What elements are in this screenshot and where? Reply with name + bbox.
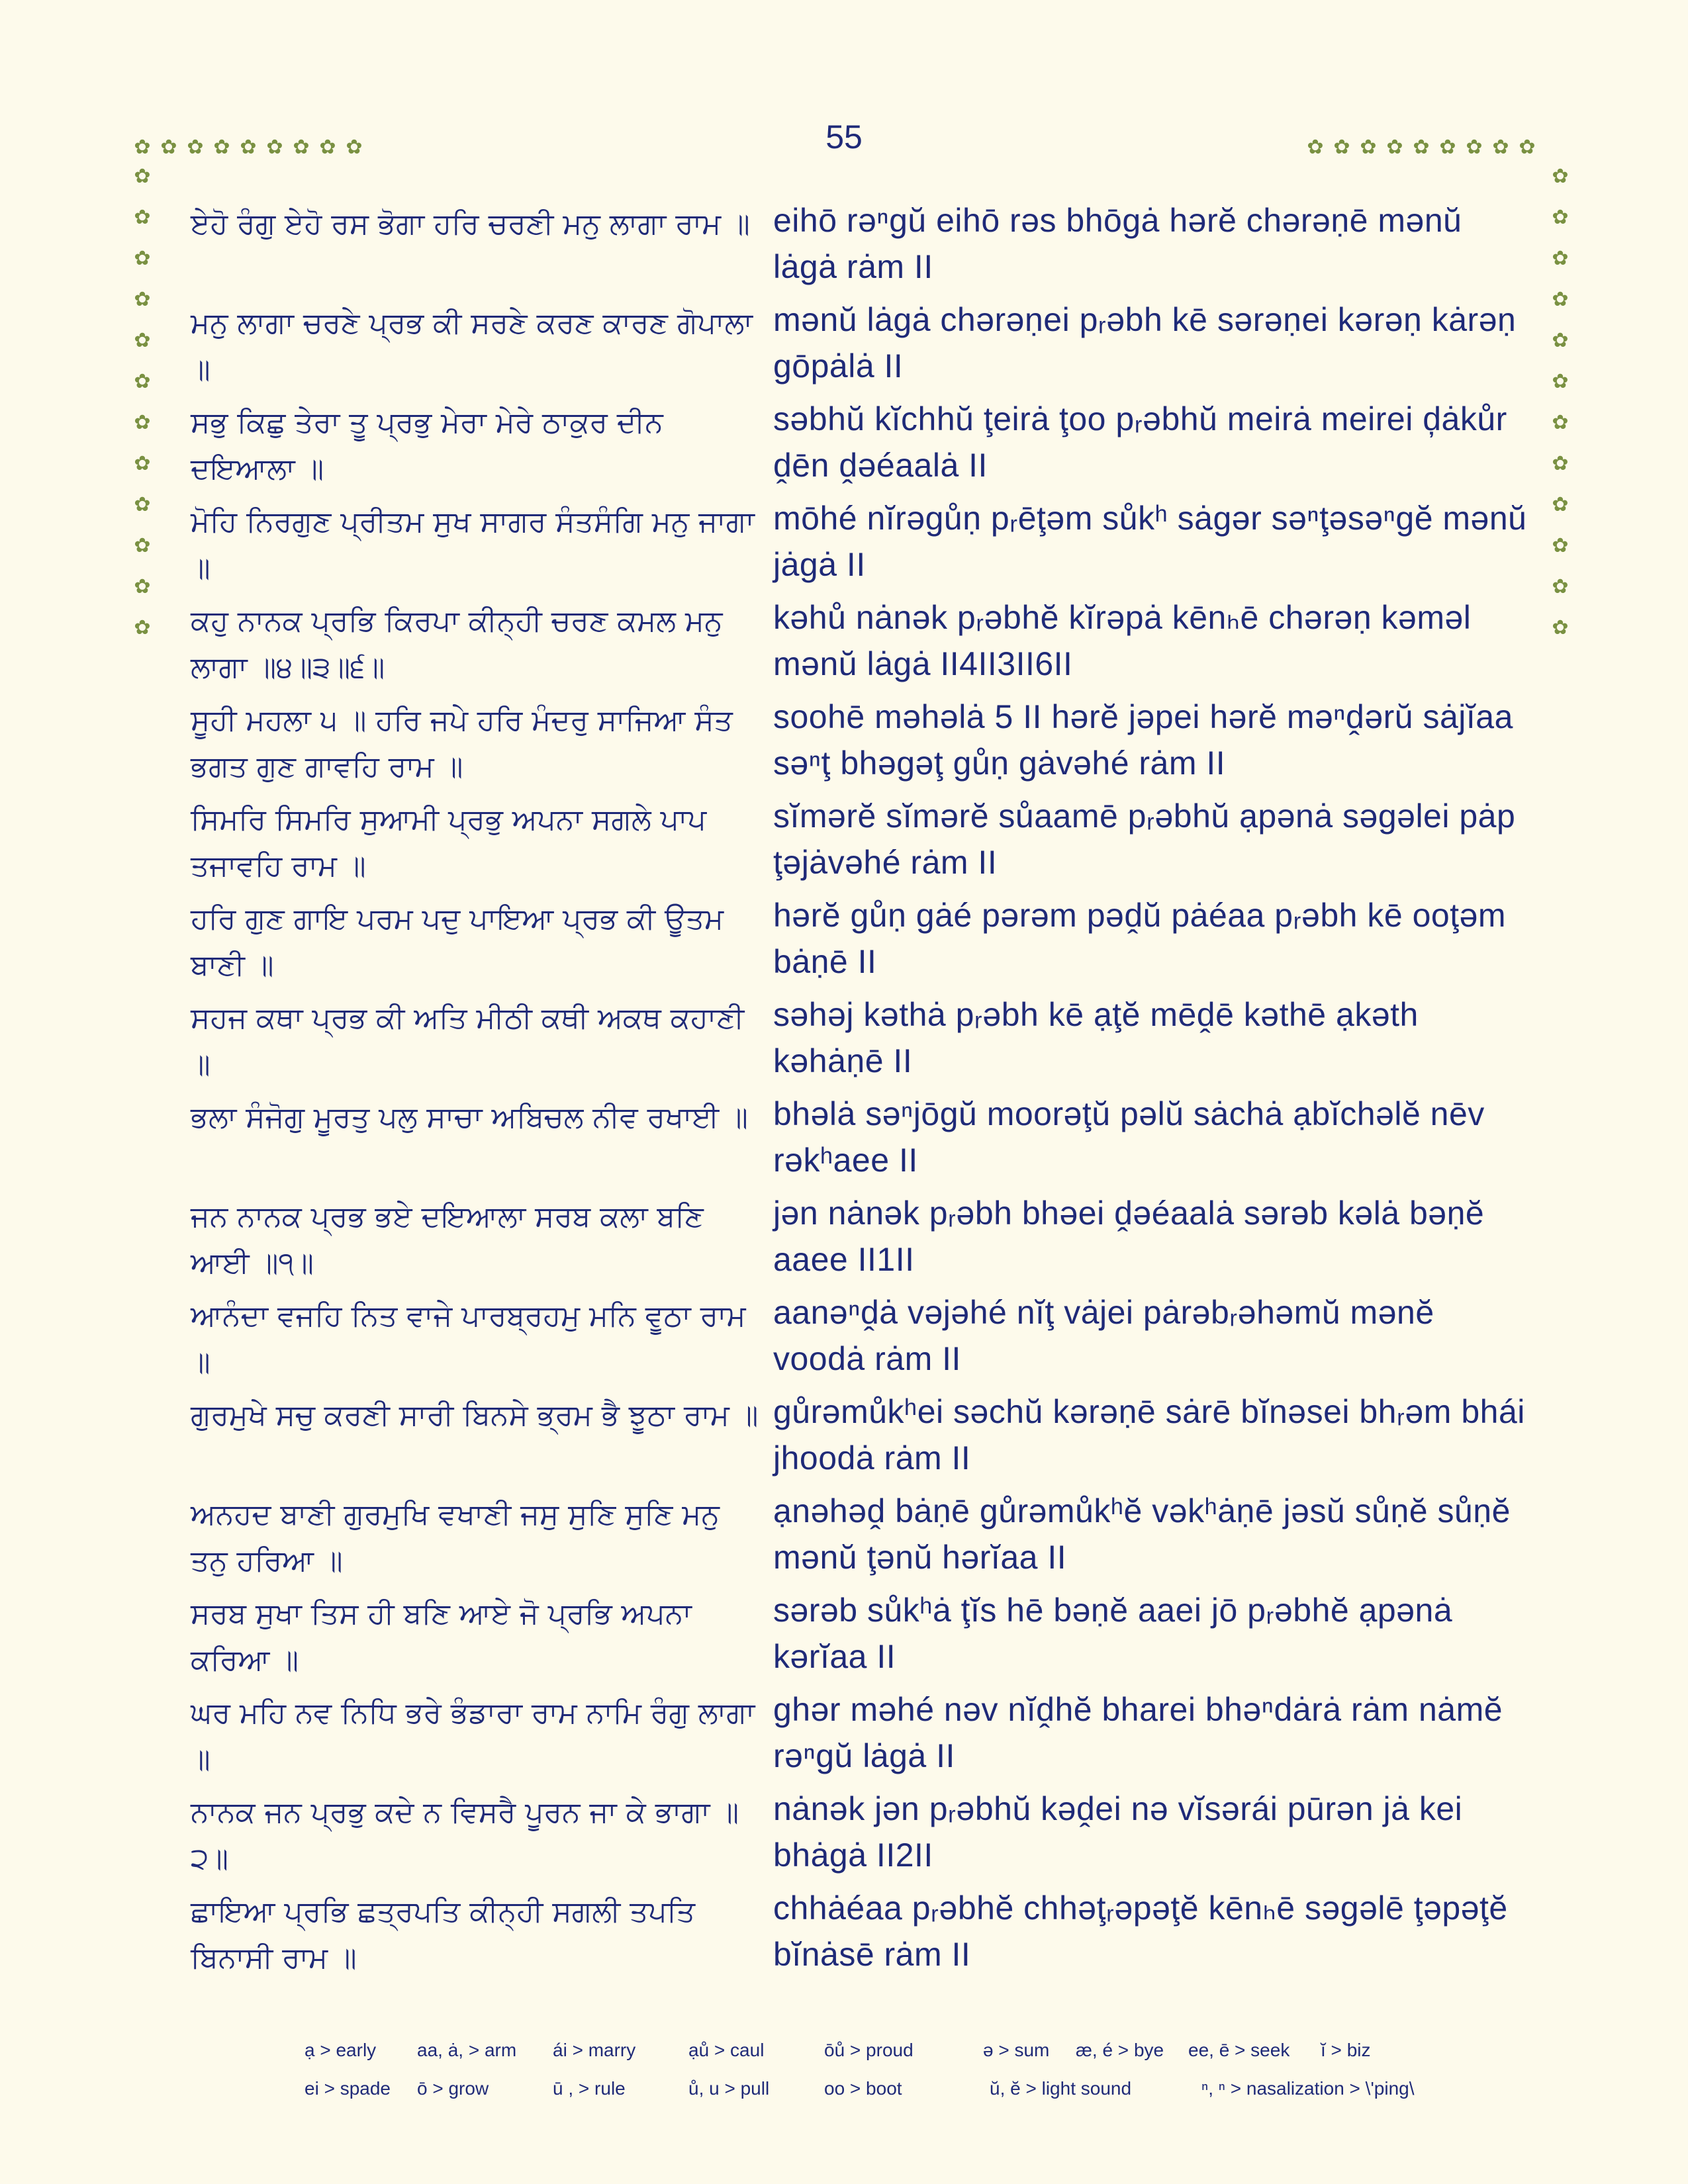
- gurmukhi-text: ਮਨੁ ਲਾਗਾ ਚਰਣੇ ਪ੍ਰਭ ਕੀ ਸਰਣੇ ਕਰਣ ਕਾਰਣ ਗੋਪਾਲਾ ॥: [191, 306, 753, 387]
- flower-icon: ✿: [134, 330, 151, 351]
- verse-row: [191, 1885, 1528, 1984]
- gurmukhi-text: ਸੂਹੀ ਮਹਲਾ ੫ ॥ ਹਰਿ ਜਪੇ ਹਰਿ ਮੰਦਰੁ ਸਾਜਿਆ ਸੰਤ ਭਗਤ ਗੁਣ ਗਾਵਹਿ ਰਾਮ ॥: [191, 704, 733, 784]
- flower-icon: ✿: [134, 535, 151, 557]
- legend-item: ū , > rule: [553, 2078, 626, 2099]
- transliteration-text: aanəⁿḓȧ vəjəhé nĭţ vȧjei pȧrəbᵣəhəmŭ mənĕ voodȧ rȧm II: [773, 1294, 1434, 1377]
- transliteration-text: jən nȧnək pᵣəbh bhəei ḓəéaalȧ sərəb kəlȧ bəṇĕ aaee II1II: [773, 1195, 1485, 1278]
- flower-icon: ✿: [134, 165, 151, 187]
- verse-row: [191, 1587, 1528, 1686]
- flower-icon: ✿: [1492, 136, 1509, 158]
- transliteration-text: ghər məhé nəv nĭḓhĕ bharei bhəⁿdȧrȧ rȧm nȧmĕ rəⁿgŭ lȧgȧ II: [773, 1691, 1503, 1774]
- legend-item: ə > sum: [983, 2040, 1050, 2060]
- legend-item: ů, u > pull: [688, 2078, 770, 2099]
- legend-item: aa, ȧ, > arm: [417, 2040, 517, 2060]
- verse-row: [191, 1786, 1528, 1885]
- flower-icon: ✿: [1466, 136, 1483, 158]
- flower-icon: ✿: [134, 289, 151, 310]
- legend-item: ạů > caul: [688, 2040, 765, 2060]
- legend-item: ⁿ, ⁿ > nasalization > \'ping\: [1201, 2078, 1415, 2099]
- flower-icon: ✿: [1552, 412, 1569, 433]
- gurmukhi-text: ਆਨੰਦਾ ਵਜਹਿ ਨਿਤ ਵਾਜੇ ਪਾਰਬ੍ਰਹਮੁ ਮਨਿ ਵੂਠਾ ਰਾਮ ॥: [191, 1299, 746, 1379]
- flower-icon: ✿: [240, 136, 257, 158]
- flower-icon: ✿: [1307, 136, 1324, 158]
- flower-icon: ✿: [134, 494, 151, 516]
- flower-icon: ✿: [1552, 494, 1569, 516]
- transliteration-text: gůrəmůkʰei səchŭ kərəṇē sȧrē bĭnəsei bhᵣəm bhái jhoodȧ rȧm II: [773, 1393, 1525, 1477]
- verse-row: [191, 991, 1528, 1091]
- flower-icon: ✿: [187, 136, 204, 158]
- flower-icon: ✿: [1386, 136, 1403, 158]
- verse-row: [191, 1488, 1528, 1587]
- legend-item: oo > boot: [824, 2078, 902, 2099]
- legend-item: ĭ > biz: [1321, 2040, 1371, 2060]
- flower-icon: ✿: [134, 136, 151, 158]
- legend-item: ō > grow: [417, 2078, 489, 2099]
- flower-icon: ✿: [134, 576, 151, 598]
- flower-icon: ✿: [1413, 136, 1430, 158]
- gurmukhi-text: ਮੋਹਿ ਨਿਰਗੁਣ ਪ੍ਰੀਤਮ ਸੁਖ ਸਾਗਰ ਸੰਤਸੰਗਿ ਮਨੁ ਜਾਗਾ ॥: [191, 505, 755, 585]
- flower-icon: ✿: [160, 136, 177, 158]
- verse-row: [191, 1091, 1528, 1190]
- flower-icon: ✿: [1552, 289, 1569, 310]
- verse-row: [191, 197, 1528, 296]
- transliteration-text: kəhů nȧnək pᵣəbhĕ kĭrəpȧ kēnₕē chərəṇ kəməl mənŭ lȧgȧ II4II3II6II: [773, 599, 1472, 682]
- gurmukhi-text: ਗੁਰਮੁਖੇ ਸਚੁ ਕਰਣੀ ਸਾਰੀ ਬਿਨਸੇ ਭ੍ਰਮ ਭੈ ਝੂਠਾ ਰਾਮ ॥: [191, 1398, 759, 1432]
- gurmukhi-text: ਸਹਜ ਕਥਾ ਪ੍ਰਭ ਕੀ ਅਤਿ ਮੀਠੀ ਕਥੀ ਅਕਥ ਕਹਾਣੀ ॥: [191, 1001, 745, 1081]
- verse-row: [191, 892, 1528, 991]
- transliteration-text: səbhŭ kĭchhŭ ţeirȧ ţoo pᵣəbhŭ meirȧ meirei ḑȧkůr ḓēn ḓəéaalȧ II: [773, 400, 1507, 484]
- gurmukhi-text: ਸਿਮਰਿ ਸਿਮਰਿ ਸੁਆਮੀ ਪ੍ਰਭੁ ਅਪਨਾ ਸਗਲੇ ਪਾਪ ਤਜਾਵਹਿ ਰਾਮ ॥: [191, 803, 706, 883]
- flower-icon: ✿: [134, 248, 151, 269]
- gurmukhi-text: ਸਰਬ ਸੁਖਾ ਤਿਸ ਹੀ ਬਣਿ ਆਏ ਜੋ ਪ੍ਰਭਿ ਅਪਨਾ ਕਰਿਆ ॥: [191, 1597, 692, 1677]
- verse-row: [191, 594, 1528, 694]
- verse-row: [191, 694, 1528, 793]
- gurmukhi-text: ਕਹੁ ਨਾਨਕ ਪ੍ਰਭਿ ਕਿਰਪਾ ਕੀਨ੍ਹੀ ਚਰਣ ਕਮਲ ਮਨੁ ਲਾਗਾ ॥੪॥੩॥੬॥: [191, 604, 723, 684]
- transliteration-text: soohē məhəlȧ 5 II hərĕ jəpei hərĕ məⁿḓərŭ sȧjĭaa səⁿţ bhəgəţ gůṇ gȧvəhé rȧm II: [773, 698, 1513, 782]
- flower-icon: ✿: [1333, 136, 1350, 158]
- legend-item: ạ > early: [305, 2040, 377, 2060]
- pronunciation-legend: [305, 2040, 1496, 2116]
- verse-row: [191, 793, 1528, 892]
- verse-row: [191, 495, 1528, 594]
- transliteration-text: ạnəhəḓ bȧṇē gůrəmůkʰĕ vəkʰȧṇē jəsŭ sůṇĕ sůṇĕ mənŭ ţənŭ hərĭaa II: [773, 1492, 1511, 1576]
- gurmukhi-text: ਅਨਹਦ ਬਾਣੀ ਗੁਰਮੁਖਿ ਵਖਾਣੀ ਜਸੁ ਸੁਣਿ ਸੁਣਿ ਮਨੁ ਤਨੁ ਹਰਿਆ ॥: [191, 1498, 720, 1578]
- gurmukhi-text: ਨਾਨਕ ਜਨ ਪ੍ਰਭੁ ਕਦੇ ਨ ਵਿਸਰੈ ਪੂਰਨ ਜਾ ਕੇ ਭਾਗਾ ॥੨॥: [191, 1796, 739, 1876]
- transliteration-text: mōhé nĭrəgůṇ pᵣēţəm sůkʰ sȧgər səⁿţəsəⁿgĕ mənŭ jȧgȧ II: [773, 500, 1527, 583]
- verse-row: [191, 1686, 1528, 1786]
- legend-item: æ, é > bye: [1076, 2040, 1164, 2060]
- legend-item: ŭ, ĕ > light sound: [990, 2078, 1132, 2099]
- verse-row: [191, 1388, 1528, 1488]
- transliteration-text: nȧnək jən pᵣəbhŭ kəḓei nə vĭsərái pūrən jȧ kei bhȧgȧ II2II: [773, 1790, 1463, 1874]
- page-number: 55: [825, 118, 863, 156]
- flower-icon: ✿: [1552, 165, 1569, 187]
- flower-icon: ✿: [1552, 248, 1569, 269]
- flower-icon: ✿: [1552, 371, 1569, 392]
- flower-icon: ✿: [1519, 136, 1536, 158]
- transliteration-text: bhəlȧ səⁿjōgŭ moorəţŭ pəlŭ sȧchȧ ạbĭchəlĕ nēv rəkʰaee II: [773, 1095, 1485, 1179]
- transliteration-text: eihō rəⁿgŭ eihō rəs bhōgȧ hərĕ chərəṇē mənŭ lȧgȧ rȧm II: [773, 202, 1462, 285]
- legend-item: ee, ē > seek: [1188, 2040, 1290, 2060]
- flower-icon: ✿: [319, 136, 336, 158]
- flower-icon: ✿: [1552, 576, 1569, 598]
- flower-icon: ✿: [346, 136, 363, 158]
- gurmukhi-text: ਭਲਾ ਸੰਜੋਗੁ ਮੂਰਤੁ ਪਲੁ ਸਾਚਾ ਅਬਿਚਲ ਨੀਵ ਰਖਾਈ ॥: [191, 1101, 748, 1134]
- transliteration-text: sərəb sůkʰȧ ţĭs hē bəṇĕ aaei jō pᵣəbhĕ ạpənȧ kərĭaa II: [773, 1592, 1453, 1675]
- legend-item: ei > spade: [305, 2078, 391, 2099]
- legend-item: ōů > proud: [824, 2040, 914, 2060]
- flower-icon: ✿: [1552, 617, 1569, 639]
- flower-icon: ✿: [266, 136, 283, 158]
- verse-row: [191, 1190, 1528, 1289]
- verse-row: [191, 396, 1528, 495]
- flower-icon: ✿: [1552, 330, 1569, 351]
- legend-row: [305, 2078, 1496, 2116]
- flower-icon: ✿: [134, 453, 151, 475]
- transliteration-text: mənŭ lȧgȧ chərəṇei pᵣəbh kē sərəṇei kərəṇ kȧrəṇ gōpȧlȧ II: [773, 301, 1517, 385]
- transliteration-text: hərĕ gůṇ gȧé pərəm pəḓŭ pȧéaa pᵣəbh kē ooţəm bȧṇē II: [773, 897, 1507, 980]
- flower-icon: ✿: [134, 412, 151, 433]
- flower-icon: ✿: [1552, 535, 1569, 557]
- flower-icon: ✿: [293, 136, 310, 158]
- flower-icon: ✿: [1552, 453, 1569, 475]
- transliteration-text: sĭmərĕ sĭmərĕ sůaamē pᵣəbhŭ ạpənȧ səgəlei pȧp ţəjȧvəhé rȧm II: [773, 797, 1516, 881]
- transliteration-text: səhəj kəthȧ pᵣəbh kē ạţĕ mēḓē kəthē ạkəth kəhȧṇē II: [773, 996, 1419, 1079]
- gurmukhi-text: ਛਾਇਆ ਪ੍ਰਭਿ ਛਤ੍ਰਪਤਿ ਕੀਨ੍ਹੀ ਸਗਲੀ ਤਪਤਿ ਬਿਨਾਸੀ ਰਾਮ ॥: [191, 1895, 696, 1975]
- flower-icon: ✿: [1360, 136, 1377, 158]
- gurmukhi-text: ਸਭੁ ਕਿਛੁ ਤੇਰਾ ਤੂ ਪ੍ਰਭੁ ਮੇਰਾ ਮੇਰੇ ਠਾਕੁਰ ਦੀਨ ਦਇਆਲਾ ॥: [191, 406, 663, 486]
- flower-icon: ✿: [1439, 136, 1456, 158]
- verse-row: [191, 296, 1528, 396]
- flower-icon: ✿: [1552, 206, 1569, 228]
- verse-row: [191, 1289, 1528, 1388]
- legend-item: ái > marry: [553, 2040, 636, 2060]
- flower-icon: ✿: [213, 136, 230, 158]
- legend-row: [305, 2040, 1496, 2078]
- gurmukhi-text: ਏਹੋ ਰੰਗੁ ਏਹੋ ਰਸ ਭੋਗਾ ਹਰਿ ਚਰਣੀ ਮਨੁ ਲਾਗਾ ਰਾਮ ॥: [191, 207, 750, 241]
- flower-icon: ✿: [134, 617, 151, 639]
- gurmukhi-text: ਜਨ ਨਾਨਕ ਪ੍ਰਭ ਭਏ ਦਇਆਲਾ ਸਰਬ ਕਲਾ ਬਣਿ ਆਈ ॥੧॥: [191, 1200, 704, 1280]
- flower-icon: ✿: [134, 206, 151, 228]
- gurmukhi-text: ਘਰ ਮਹਿ ਨਵ ਨਿਧਿ ਭਰੇ ਭੰਡਾਰਾ ਰਾਮ ਨਾਮਿ ਰੰਗੁ ਲਾਗਾ ॥: [191, 1696, 755, 1776]
- flower-icon: ✿: [134, 371, 151, 392]
- verse-list: [191, 197, 1528, 1984]
- gurmukhi-text: ਹਰਿ ਗੁਣ ਗਾਇ ਪਰਮ ਪਦੁ ਪਾਇਆ ਪ੍ਰਭ ਕੀ ਊਤਮ ਬਾਣੀ ॥: [191, 902, 724, 982]
- transliteration-text: chhȧéaa pᵣəbhĕ chhəţᵣəpəţĕ kēnₕē səgəlē ţəpəţĕ bĭnȧsē rȧm II: [773, 1889, 1508, 1973]
